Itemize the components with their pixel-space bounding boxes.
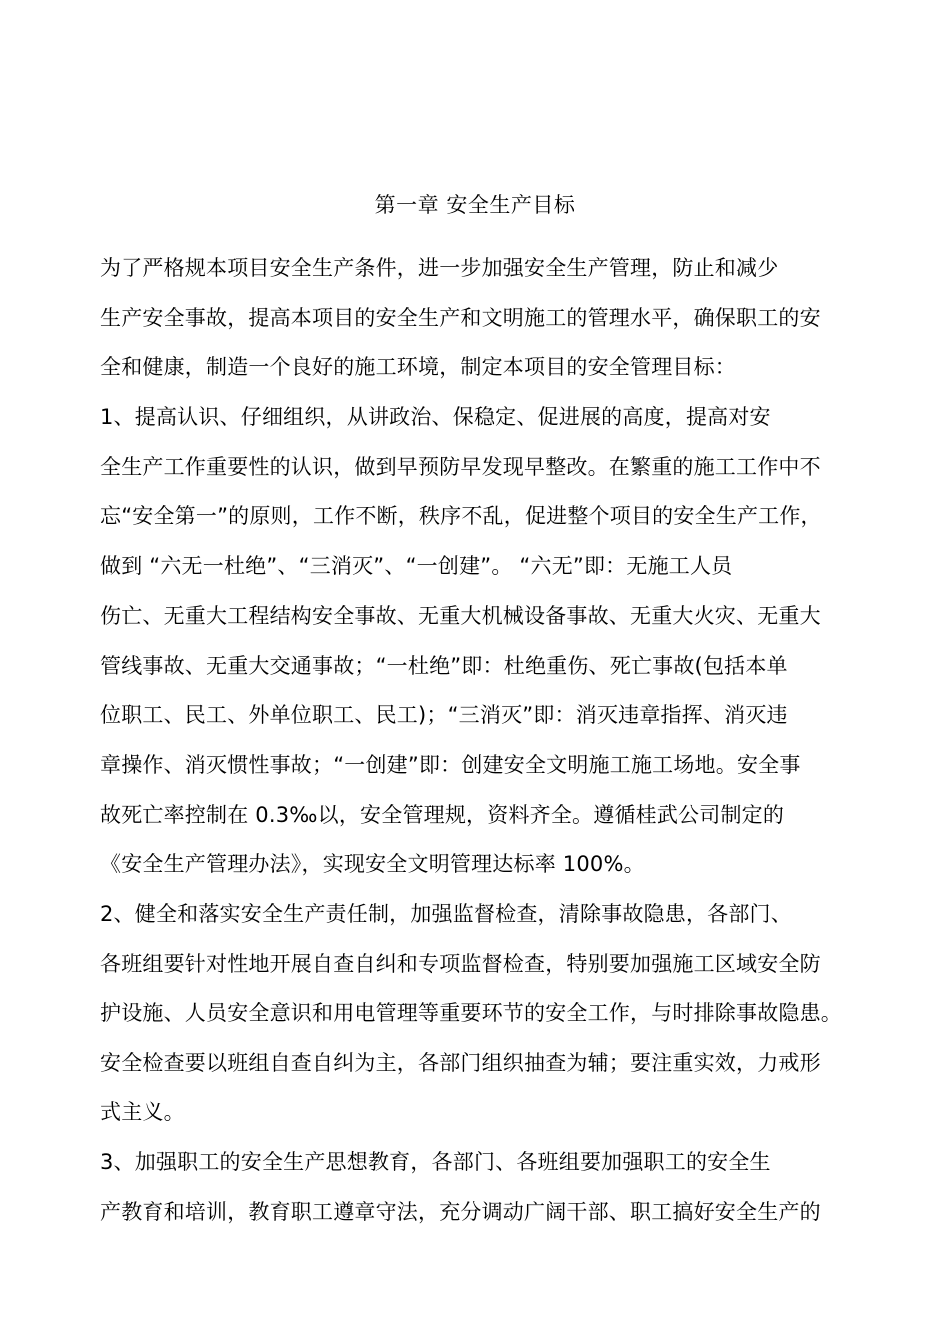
- text-line: 全生产工作重要性的认识，做到早预防早发现早整改。在繁重的施工工作中不: [100, 455, 821, 479]
- text-line: 管线事故、无重大交通事故；“一杜绝”即：杜绝重伤、死亡事故(包括本单: [100, 654, 788, 678]
- text-line: 为了严格规本项目安全生产条件，进一步加强安全生产管理，防止和减少: [100, 256, 779, 280]
- chapter-title: 第一章 安全生产目标: [374, 193, 576, 217]
- text-line: 3、加强职工的安全生产思想教育，各部门、各班组要加强职工的安全生: [100, 1150, 771, 1174]
- text-line: 生产安全事故，提高本项目的安全生产和文明施工的管理水平，确保职工的安: [100, 306, 821, 330]
- text-line: 《安全生产管理办法》，实现安全文明管理达标率 100%。: [100, 852, 645, 876]
- text-line: 全和健康，制造一个良好的施工环境，制定本项目的安全管理目标：: [100, 355, 736, 379]
- text-line: 做到 “六无一杜绝”、“三消灭”、“一创建”。 “六无”即：无施工人员: [100, 554, 733, 578]
- text-line: 故死亡率控制在 0.3‰以，安全管理规，资料齐全。遵循桂武公司制定的: [100, 803, 785, 827]
- text-line: 各班组要针对性地开展自查自纠和专项监督检查，特别要加强施工区域安全防: [100, 952, 821, 976]
- text-line: 护设施、人员安全意识和用电管理等重要环节的安全工作，与时排除事故隐患。: [100, 1001, 842, 1025]
- text-line: 产教育和培训，教育职工遵章守法，充分调动广阔干部、职工搞好安全生产的: [100, 1200, 821, 1224]
- text-line: 1、提高认识、仔细组织，从讲政治、保稳定、促进展的高度，提高对安: [100, 405, 771, 429]
- text-line: 2、健全和落实安全生产责任制，加强监督检查，清除事故隐患，各部门、: [100, 902, 792, 926]
- text-line: 式主义。: [100, 1100, 185, 1124]
- text-line: 安全检查要以班组自查自纠为主，各部门组织抽查为辅；要注重实效，力戒形: [100, 1051, 821, 1075]
- text-line: 章操作、消灭惯性事故；“一创建”即：创建安全文明施工施工场地。安全事: [100, 753, 801, 777]
- text-line: 位职工、民工、外单位职工、民工)；“三消灭”即：消灭违章指挥、消灭违: [100, 703, 788, 727]
- text-line: 忘“安全第一”的原则，工作不断，秩序不乱，促进整个项目的安全生产工作，: [100, 504, 822, 528]
- text-line: 伤亡、无重大工程结构安全事故、无重大机械设备事故、无重大火灾、无重大: [100, 604, 821, 628]
